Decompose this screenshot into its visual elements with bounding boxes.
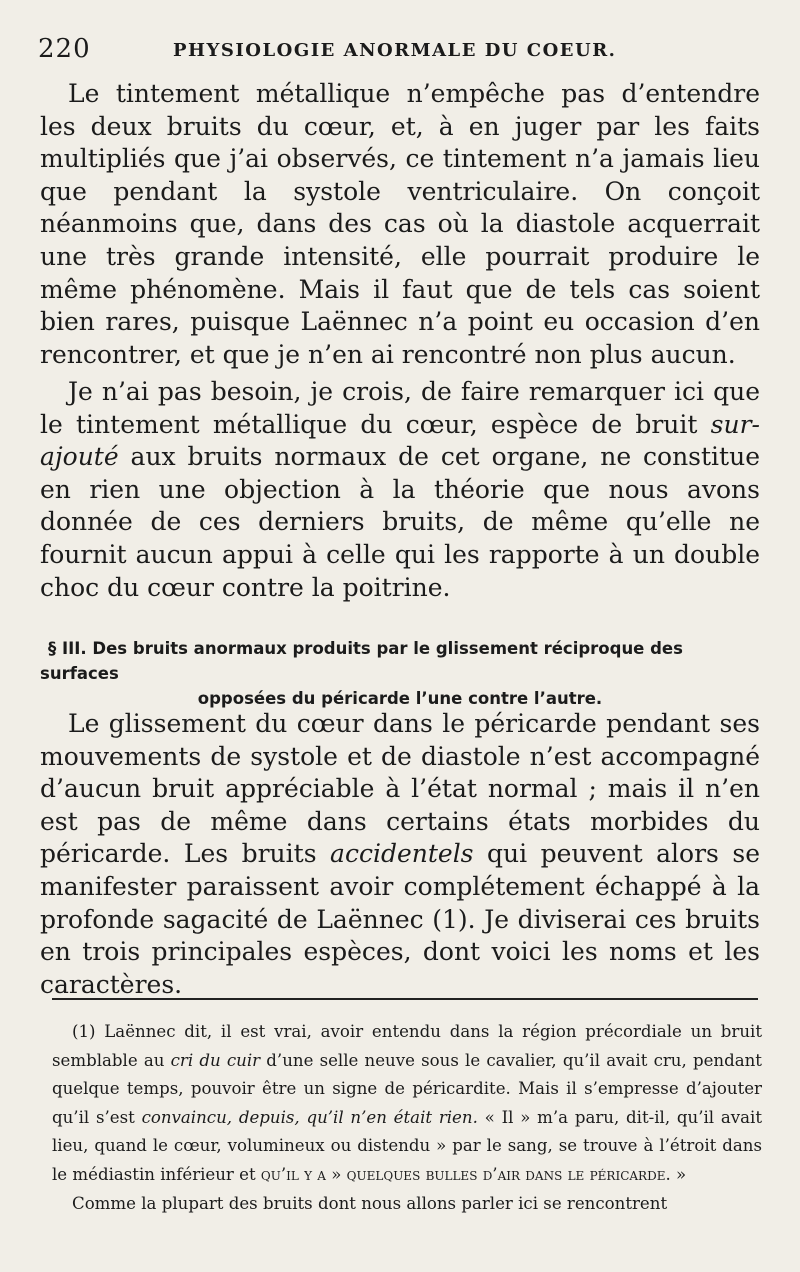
paragraph-text <box>40 376 760 604</box>
paragraph-2 <box>40 376 760 604</box>
italic-quote: cri du cuir <box>170 1050 261 1070</box>
footnote-divider <box>52 998 758 1000</box>
italic-term: accidentels <box>330 839 474 869</box>
text-run: Le glissement du cœur dans le péricarde pendant ses mouvements de systole et de diastole n’est accompagné d’aucun bruit appréciable à l’état normal ; mais il n’en est pas de même dans certains états morbides du péricarde. Les bruits <box>40 709 760 869</box>
page-header <box>38 34 760 66</box>
running-head: PHYSIOLOGIE ANORMALE DU COEUR. <box>173 40 617 61</box>
paragraph-1 <box>40 78 760 371</box>
text-run: qui peuvent alors se manifester paraissent avoir complétement échappé à la profonde sagacité de Laënnec (1). Je diviserai ces bruits en trois principales espèces, dont voici les noms et les caractères. <box>40 839 760 999</box>
italic-quote: convaincu, depuis, qu’il n’en était rien. <box>141 1107 478 1127</box>
paragraph-text: Le tintement métallique n’empêche pas d’entendre les deux bruits du cœur, et, à en juger par les faits multipliés que j’ai observés, ce tintement n’a jamais lieu que pendant la systole ventriculaire. On conçoit néanmoins que, dans des cas où la diastole acquerrait une très grande intensité, elle pourrait produire le même phénomène. Mais il faut que de tels cas soient bien rares, puisque Laënnec n’a point eu occasion d’en rencontrer, et que je n’en ai rencontré non plus aucun. <box>40 79 760 369</box>
small-caps-quote: qu’il y a » quelques bulles d’air dans le péricarde. <box>260 1164 671 1184</box>
section-heading-line: opposées du péricarde l’une contre l’autre. <box>197 689 603 708</box>
text-run: Je n’ai pas besoin, je crois, de faire remarquer ici que le tintement métallique du cœur, espèce de bruit <box>40 377 760 439</box>
footnote-continuation: Comme la plupart des bruits dont nous allons parler ici se rencontrent <box>72 1193 668 1213</box>
paragraph-text <box>40 708 760 1001</box>
section-heading-line: § III. Des bruits anormaux produits par le glissement réciproque des surfaces <box>40 639 683 683</box>
page-number: 220 <box>38 34 91 64</box>
footnote <box>52 1018 762 1190</box>
text-run: d’une selle neuve sous le cavalier, qu’il avait cru, pendant quelque temps, pouvoir être un signe de péricardite. Mais il s’empresse d’ajouter qu’il s’est <box>52 1050 762 1127</box>
text-run: » <box>670 1164 687 1184</box>
section-heading <box>40 636 760 711</box>
text-run: aux bruits normaux de cet organe, ne constitue en rien une objection à la théorie que nous avons donnée de ces derniers bruits, de même qu’elle ne fournit aucun appui à celle qui les rapporte à un double choc du cœur contre la poitrine. <box>40 442 760 602</box>
paragraph-3 <box>40 708 760 1001</box>
italic-term: sur-ajouté <box>40 409 760 472</box>
text-run: (1) Laënnec dit, il est vrai, avoir entendu dans la région précordiale un bruit semblable au <box>52 1022 762 1070</box>
text-run: « Il » m’a paru, dit-il, qu’il avait lieu, quand le cœur, volumineux ou distendu » par le sang, se trouve à l’étroit dans le médiastin inférieur et <box>52 1107 763 1184</box>
footnotes <box>52 1018 762 1218</box>
